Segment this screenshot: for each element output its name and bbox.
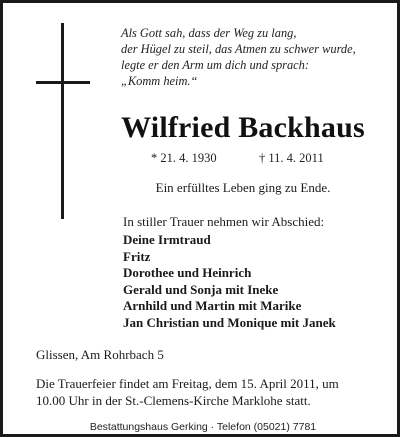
- mourner: Gerald und Sonja mit Ineke: [123, 281, 279, 297]
- mourners-list: [123, 232, 336, 331]
- funeral-notice-line: Die Trauerfeier findet am Freitag, dem 15. April 2011, um: [36, 376, 339, 391]
- funeral-notice-line: 10.00 Uhr in der St.-Clemens-Kirche Marklohe statt.: [36, 392, 311, 408]
- poem-line: „Komm heim.“: [121, 74, 198, 88]
- mourning-intro: In stiller Trauer nehmen wir Abschied:: [123, 214, 325, 229]
- mourner: Jan Christian und Monique mit Janek: [123, 314, 336, 330]
- cross-icon-vertical-bar: [61, 23, 64, 219]
- mourner: Dorothee und Heinrich: [123, 265, 252, 280]
- funeral-notice: [36, 376, 386, 409]
- birth-date: * 21. 4. 1930: [151, 151, 217, 165]
- mourner: Arnhild und Martin mit Marike: [123, 298, 302, 313]
- mourner: Deine Irmtraud: [123, 232, 211, 247]
- death-date: † 11. 4. 2011: [259, 151, 324, 165]
- funeral-home-footer: Bestattungshaus Gerking · Telefon (05021) 7781: [89, 421, 317, 433]
- mourner: Fritz: [123, 248, 151, 264]
- address: Glissen, Am Rohrbach 5: [36, 347, 164, 362]
- motto: Ein erfülltes Leben ging zu Ende.: [155, 180, 331, 195]
- poem-line: Als Gott sah, dass der Weg zu lang,: [121, 26, 297, 40]
- poem-line: der Hügel zu steil, das Atmen zu schwer wurde,: [121, 42, 356, 56]
- poem-line: legte er den Arm um dich und sprach:: [121, 58, 310, 72]
- cross-icon-horizontal-bar: [36, 81, 90, 84]
- deceased-name: Wilfried Backhaus: [121, 111, 365, 144]
- poem: [121, 25, 391, 89]
